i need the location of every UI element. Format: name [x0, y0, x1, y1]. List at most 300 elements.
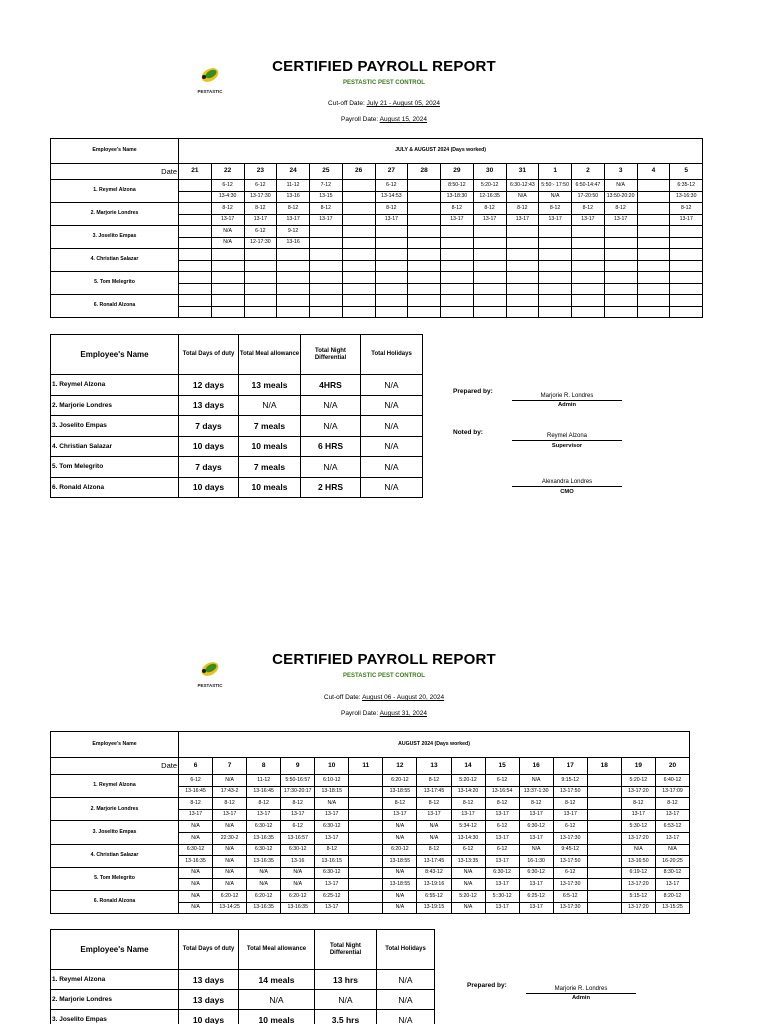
- time-cell: [587, 832, 621, 844]
- time-cell: N/A: [179, 832, 213, 844]
- time-cell: 6:35-12: [670, 180, 703, 192]
- time-cell: [349, 809, 383, 821]
- prepared-by-label: Prepared by:: [467, 982, 507, 989]
- time-cell: 6-12: [553, 867, 587, 879]
- svg-text:PESTASTIC: PESTASTIC: [197, 683, 223, 688]
- time-cell: 13-17:30: [553, 879, 587, 891]
- time-cell: [587, 844, 621, 856]
- time-cell: 8-12: [310, 203, 343, 215]
- day-number: 13: [417, 758, 451, 775]
- time-cell: 13-18:55: [383, 786, 417, 798]
- summary-value: 10 meals: [239, 436, 301, 457]
- time-cell: 8-12: [375, 203, 408, 215]
- time-cell: 13-17: [572, 214, 605, 226]
- time-cell: 13-17: [213, 809, 247, 821]
- day-number: 24: [277, 164, 310, 180]
- time-cell: N/A: [211, 226, 244, 238]
- time-cell: [349, 890, 383, 902]
- time-cell: [349, 775, 383, 787]
- time-cell: 5:34-12: [451, 821, 485, 833]
- time-cell: 6:10-12: [315, 775, 349, 787]
- summary-value: 13 days: [179, 990, 239, 1010]
- time-cell: 6:30-12: [247, 821, 281, 833]
- time-cell: 13-18:15: [315, 786, 349, 798]
- summary-employee-name: 4. Christian Salazar: [51, 436, 179, 457]
- summary-value: 10 days: [179, 436, 239, 457]
- time-cell: N/A: [383, 821, 417, 833]
- time-cell: [587, 775, 621, 787]
- time-cell: 13-17: [473, 214, 506, 226]
- summary-employee-name: 2. Marjorie Londres: [51, 395, 179, 416]
- time-cell: 8-12: [211, 203, 244, 215]
- summary-employee-name: 1. Reymel Alzona: [51, 375, 179, 396]
- time-cell: [349, 856, 383, 868]
- time-cell: 5:30-12: [621, 821, 655, 833]
- employee-name: 5. Tom Melegrito: [51, 272, 179, 295]
- day-number: 22: [211, 164, 244, 180]
- time-cell: 11-12: [247, 775, 281, 787]
- time-cell: 13-17:30: [244, 191, 277, 203]
- time-cell: 8-12: [315, 844, 349, 856]
- time-cell: 13-17: [539, 214, 572, 226]
- time-cell: [349, 832, 383, 844]
- time-cell: 5:20-12: [473, 180, 506, 192]
- summary-employee-name: 3. Joselito Empas: [51, 1010, 179, 1024]
- time-cell: 13-17: [519, 879, 553, 891]
- day-number: 16: [519, 758, 553, 775]
- summary-column-header: Total Holidays: [377, 930, 435, 970]
- day-number: 26: [342, 164, 375, 180]
- time-cell: N/A: [213, 775, 247, 787]
- payroll-value: August 31, 2024: [379, 710, 428, 717]
- cutoff-value: July 21 - August 05, 2024: [366, 100, 440, 107]
- time-cell: N/A: [179, 902, 213, 914]
- summary-value: 4HRS: [301, 375, 361, 396]
- time-cell: 8-12: [621, 798, 655, 810]
- cmo-title: CMO: [560, 489, 574, 495]
- time-cell: 8-12: [179, 798, 213, 810]
- time-cell: 9:45-12: [553, 844, 587, 856]
- summary-row: [51, 970, 435, 990]
- time-cell: [349, 879, 383, 891]
- time-cell: 13-17: [277, 214, 310, 226]
- time-cell: 13-17: [655, 809, 689, 821]
- summary-value: N/A: [361, 457, 423, 478]
- time-cell: 17-20:50: [572, 191, 605, 203]
- day-number: 20: [655, 758, 689, 775]
- time-cell: 13-17: [417, 809, 451, 821]
- summary-value: N/A: [361, 395, 423, 416]
- time-cell: 6:30-12: [485, 867, 519, 879]
- summary-value: 13 meals: [239, 375, 301, 396]
- employee-name-header: Employee's Name: [51, 732, 179, 758]
- time-cell: 13:50-20:20: [604, 191, 637, 203]
- time-cell: 13-17: [485, 832, 519, 844]
- noted-by-label: Noted by:: [453, 429, 483, 436]
- time-cell: 6-12: [485, 821, 519, 833]
- summary-header-row: [51, 930, 435, 970]
- time-cell: N/A: [213, 821, 247, 833]
- summary-value: N/A: [377, 970, 435, 990]
- day-number: 1: [539, 164, 572, 180]
- time-cell: 13-19:16: [417, 879, 451, 891]
- time-cell: 13-16: [281, 856, 315, 868]
- employee-name: 6. Ronald Alzona: [51, 890, 179, 913]
- cmo-name: Alexandra Londres: [512, 479, 622, 487]
- day-number: 10: [315, 758, 349, 775]
- time-cell: 6:30-12: [519, 867, 553, 879]
- summary-value: N/A: [377, 1010, 435, 1024]
- time-cell: 13-17: [281, 809, 315, 821]
- time-cell: [349, 844, 383, 856]
- time-cell: 17:30-20:17: [281, 786, 315, 798]
- summary-value: 3.5 hrs: [315, 1010, 377, 1024]
- summary-value: N/A: [361, 416, 423, 437]
- time-cell: N/A: [247, 879, 281, 891]
- day-number: 21: [179, 164, 212, 180]
- summary-employee-name: 5. Tom Melegrito: [51, 457, 179, 478]
- time-cell: N/A: [451, 879, 485, 891]
- time-cell: 13-17: [244, 214, 277, 226]
- employee-name: 1. Reymel Alzona: [51, 775, 179, 798]
- time-cell: 8-12: [572, 203, 605, 215]
- time-cell: 13-17: [247, 809, 281, 821]
- summary-column-header: Total Holidays: [361, 335, 423, 375]
- summary-value: 10 days: [179, 477, 239, 498]
- time-cell: 13-16:45: [179, 786, 213, 798]
- time-cell: N/A: [179, 879, 213, 891]
- time-cell: 6-12: [281, 821, 315, 833]
- summary-value: 2 HRS: [301, 477, 361, 498]
- period-header: AUGUST 2024 (Days worked): [179, 732, 690, 758]
- time-cell: 13-17: [519, 902, 553, 914]
- day-number: 9: [281, 758, 315, 775]
- report-title: CERTIFIED PAYROLL REPORT: [272, 58, 496, 75]
- time-cell: 8-12: [213, 798, 247, 810]
- summary-column-header: Total Night Differential: [315, 930, 377, 970]
- time-cell: 6:19-12: [621, 867, 655, 879]
- time-cell: 13-16: [277, 191, 310, 203]
- summary-value: N/A: [301, 395, 361, 416]
- time-cell: 9:15-12: [553, 775, 587, 787]
- time-cell: N/A: [383, 890, 417, 902]
- time-cell: 8-12: [247, 798, 281, 810]
- prepared-by-label: Prepared by:: [453, 388, 493, 395]
- time-cell: 13-17:45: [417, 856, 451, 868]
- table-row: [51, 890, 690, 902]
- time-cell: N/A: [383, 902, 417, 914]
- time-cell: 17:43-2: [213, 786, 247, 798]
- svg-text:PESTASTIC: PESTASTIC: [197, 89, 223, 94]
- day-number: 14: [451, 758, 485, 775]
- time-cell: N/A: [213, 879, 247, 891]
- summary-column-header: Total Meal allowance: [239, 335, 301, 375]
- time-cell: N/A: [604, 180, 637, 192]
- time-cell: 13-16:35: [247, 832, 281, 844]
- summary-value: 10 meals: [239, 477, 301, 498]
- time-cell: N/A: [247, 867, 281, 879]
- day-number: 6: [179, 758, 213, 775]
- time-cell: N/A: [519, 844, 553, 856]
- time-cell: 13-17: [485, 856, 519, 868]
- time-cell: 6-12: [244, 180, 277, 192]
- prepared-by-name: Marjorie R. Londres: [512, 393, 622, 401]
- time-cell: 8-12: [485, 798, 519, 810]
- payroll-label: Payroll Date:: [340, 710, 379, 717]
- employee-name: 3. Joselito Empas: [51, 226, 179, 249]
- time-cell: 6-12: [375, 180, 408, 192]
- time-cell: [587, 856, 621, 868]
- summary-column-header: Total Meal allowance: [239, 930, 315, 970]
- time-cell: 13-16:45: [247, 786, 281, 798]
- time-cell: [349, 786, 383, 798]
- day-number: 19: [621, 758, 655, 775]
- table-row: [51, 821, 690, 833]
- time-cell: 5:20-12: [621, 775, 655, 787]
- time-cell: [349, 867, 383, 879]
- time-cell: 13-17: [310, 214, 343, 226]
- time-cell: 8-12: [604, 203, 637, 215]
- time-cell: N/A: [213, 856, 247, 868]
- time-cell: 16-1:30: [519, 856, 553, 868]
- time-cell: 13-17:20: [621, 879, 655, 891]
- time-cell: 6:30-12: [247, 844, 281, 856]
- time-cell: 11-12: [277, 180, 310, 192]
- time-cell: 8-12: [473, 203, 506, 215]
- time-cell: 13-17: [553, 809, 587, 821]
- table-row: [51, 867, 690, 879]
- summary-row: [51, 990, 435, 1010]
- prepared-by-title: Admin: [571, 995, 591, 1001]
- time-cell: N/A: [315, 798, 349, 810]
- time-cell: 12-17:30: [244, 237, 277, 249]
- time-cell: 13-17: [519, 832, 553, 844]
- employee-name: 6. Ronald Alzona: [51, 295, 179, 318]
- time-cell: 13-15: [310, 191, 343, 203]
- company-name: PESTASTIC PEST CONTROL: [343, 673, 425, 679]
- time-cell: 6:25-12: [315, 890, 349, 902]
- summary-value: N/A: [301, 416, 361, 437]
- time-cell: 13-17: [383, 809, 417, 821]
- day-number: 30: [473, 164, 506, 180]
- time-cell: 6:30-12: [179, 844, 213, 856]
- time-cell: [349, 821, 383, 833]
- cutoff-date: [0, 694, 768, 701]
- time-cell: 8-12: [553, 798, 587, 810]
- time-cell: 13-14:25: [213, 902, 247, 914]
- time-cell: 5:50-16:57: [281, 775, 315, 787]
- company-name: PESTASTIC PEST CONTROL: [343, 80, 425, 86]
- day-number: 7: [213, 758, 247, 775]
- time-cell: 13-16:35: [281, 902, 315, 914]
- summary-table: [50, 929, 435, 1024]
- time-cell: N/A: [179, 890, 213, 902]
- time-cell: 6:30-12: [519, 821, 553, 833]
- date-label: Date: [51, 758, 179, 775]
- time-cell: [587, 821, 621, 833]
- summary-value: 12 days: [179, 375, 239, 396]
- time-cell: N/A: [539, 191, 572, 203]
- time-cell: 13-17: [211, 214, 244, 226]
- day-number: 29: [441, 164, 474, 180]
- time-cell: 13-17: [315, 832, 349, 844]
- time-cell: 13-18:55: [383, 856, 417, 868]
- employee-name: 4. Christian Salazar: [51, 844, 179, 867]
- time-cell: 13-17: [519, 809, 553, 821]
- time-cell: 6-12: [211, 180, 244, 192]
- time-cell: 13:37-1:30: [519, 786, 553, 798]
- time-cell: [587, 809, 621, 821]
- day-number: 27: [375, 164, 408, 180]
- time-cell: [587, 798, 621, 810]
- time-cell: 13-14:20: [451, 786, 485, 798]
- summary-value: 10 days: [179, 1010, 239, 1024]
- time-cell: 13-17: [506, 214, 539, 226]
- time-cell: 13-14:53: [375, 191, 408, 203]
- prepared-by-title: Admin: [557, 402, 577, 408]
- time-cell: N/A: [383, 867, 417, 879]
- time-cell: 13-16:35: [179, 856, 213, 868]
- summary-value: 7 days: [179, 416, 239, 437]
- time-cell: 8-12: [244, 203, 277, 215]
- time-cell: 6:20-12: [213, 890, 247, 902]
- time-cell: 13-17: [315, 809, 349, 821]
- time-cell: N/A: [417, 832, 451, 844]
- time-cell: [587, 867, 621, 879]
- day-number: 11: [349, 758, 383, 775]
- time-cell: 13-16:50: [621, 856, 655, 868]
- summary-value: N/A: [239, 395, 301, 416]
- cutoff-label: Cut-off Date:: [323, 694, 361, 701]
- time-cell: N/A: [213, 844, 247, 856]
- time-cell: 5:20-12: [451, 890, 485, 902]
- time-cell: 13-17: [604, 214, 637, 226]
- time-cell: 6-12: [485, 844, 519, 856]
- summary-value: 7 meals: [239, 457, 301, 478]
- payroll-date: [0, 710, 768, 717]
- time-cell: 8-12: [539, 203, 572, 215]
- time-cell: 13-16:35: [247, 902, 281, 914]
- time-cell: 8-12: [451, 798, 485, 810]
- time-cell: N/A: [213, 867, 247, 879]
- summary-value: N/A: [361, 477, 423, 498]
- time-cell: 13-17: [621, 809, 655, 821]
- employee-name-header: Employee's Name: [51, 139, 179, 164]
- day-number: 23: [244, 164, 277, 180]
- summary-value: 7 days: [179, 457, 239, 478]
- summary-value: 13 days: [179, 970, 239, 990]
- time-cell: N/A: [655, 844, 689, 856]
- time-cell: 13-17: [485, 809, 519, 821]
- summary-employee-name: 2. Marjorie Londres: [51, 990, 179, 1010]
- time-cell: 6:20-12: [281, 890, 315, 902]
- time-cell: 6:30-12: [315, 821, 349, 833]
- summary-column-header: Total Night Differential: [301, 335, 361, 375]
- time-cell: N/A: [281, 867, 315, 879]
- time-cell: N/A: [621, 844, 655, 856]
- time-cell: [587, 902, 621, 914]
- time-cell: 8-12: [281, 798, 315, 810]
- time-cell: N/A: [451, 867, 485, 879]
- summary-value: 10 meals: [239, 1010, 315, 1024]
- time-cell: 13-17: [441, 214, 474, 226]
- time-cell: N/A: [211, 237, 244, 249]
- time-cell: 9-12: [277, 226, 310, 238]
- time-cell: N/A: [179, 821, 213, 833]
- time-cell: 6-12: [553, 821, 587, 833]
- time-cell: 13-16:54: [485, 786, 519, 798]
- time-cell: 13-17:50: [553, 786, 587, 798]
- summary-value: 6 HRS: [301, 436, 361, 457]
- payroll-label: Payroll Date:: [340, 116, 379, 123]
- table-row: [51, 775, 690, 787]
- employee-name: 2. Marjorie Londres: [51, 203, 179, 226]
- time-cell: 5:50:- 17:50: [539, 180, 572, 192]
- time-cell: 13-13:35: [451, 856, 485, 868]
- time-cell: 6-12: [451, 844, 485, 856]
- summary-value: N/A: [301, 457, 361, 478]
- summary-column-header: Total Days of duty: [179, 930, 239, 970]
- time-cell: 13-4:30: [211, 191, 244, 203]
- summary-row: [51, 1010, 435, 1024]
- day-number: 12: [383, 758, 417, 775]
- time-cell: 13-17:20: [621, 786, 655, 798]
- summary-value: N/A: [239, 990, 315, 1010]
- time-cell: 12-16:35: [473, 191, 506, 203]
- time-cell: 6:40-12: [655, 775, 689, 787]
- time-cell: 6:20-12: [383, 844, 417, 856]
- time-cell: 7-12: [310, 180, 343, 192]
- summary-value: N/A: [361, 436, 423, 457]
- time-cell: 8-12: [519, 798, 553, 810]
- time-cell: 8:50-12: [441, 180, 474, 192]
- time-cell: 6:20-12: [383, 775, 417, 787]
- time-cell: 13-17: [655, 879, 689, 891]
- time-cell: 6:20-12: [247, 890, 281, 902]
- time-cell: 13-17: [451, 809, 485, 821]
- time-cell: 6:30-12: [315, 867, 349, 879]
- day-number: 8: [247, 758, 281, 775]
- summary-value: N/A: [377, 990, 435, 1010]
- table-row: [51, 798, 690, 810]
- time-cell: 8-12: [383, 798, 417, 810]
- summary-employee-name: 6. Ronald Alzona: [51, 477, 179, 498]
- period-header: JULY & AUGUST 2024 (Days worked): [179, 139, 703, 164]
- time-cell: 13-15:25: [655, 902, 689, 914]
- time-cell: 6-12: [244, 226, 277, 238]
- time-cell: 13-18:55: [383, 879, 417, 891]
- time-cell: 6:30-12: [281, 844, 315, 856]
- time-cell: 8-12: [441, 203, 474, 215]
- summary-employee-name: 3. Joselito Empas: [51, 416, 179, 437]
- time-cell: 13-17:30: [553, 832, 587, 844]
- employee-name: 3. Joselito Empas: [51, 821, 179, 844]
- time-cell: 8:20-12: [655, 890, 689, 902]
- time-cell: 8-12: [670, 203, 703, 215]
- time-cell: 6-12: [485, 775, 519, 787]
- time-cell: 13-19:15: [417, 902, 451, 914]
- summary-value: 13 hrs: [315, 970, 377, 990]
- time-cell: 8-12: [417, 775, 451, 787]
- time-cell: 13-14:30: [451, 832, 485, 844]
- time-cell: 13-16:57: [281, 832, 315, 844]
- day-number: 28: [408, 164, 441, 180]
- time-cell: 8-12: [417, 798, 451, 810]
- day-number: 18: [587, 758, 621, 775]
- summary-name-header: Employee's Name: [51, 335, 179, 375]
- time-cell: 13-16:35: [247, 856, 281, 868]
- time-cell: 13-17:50: [553, 856, 587, 868]
